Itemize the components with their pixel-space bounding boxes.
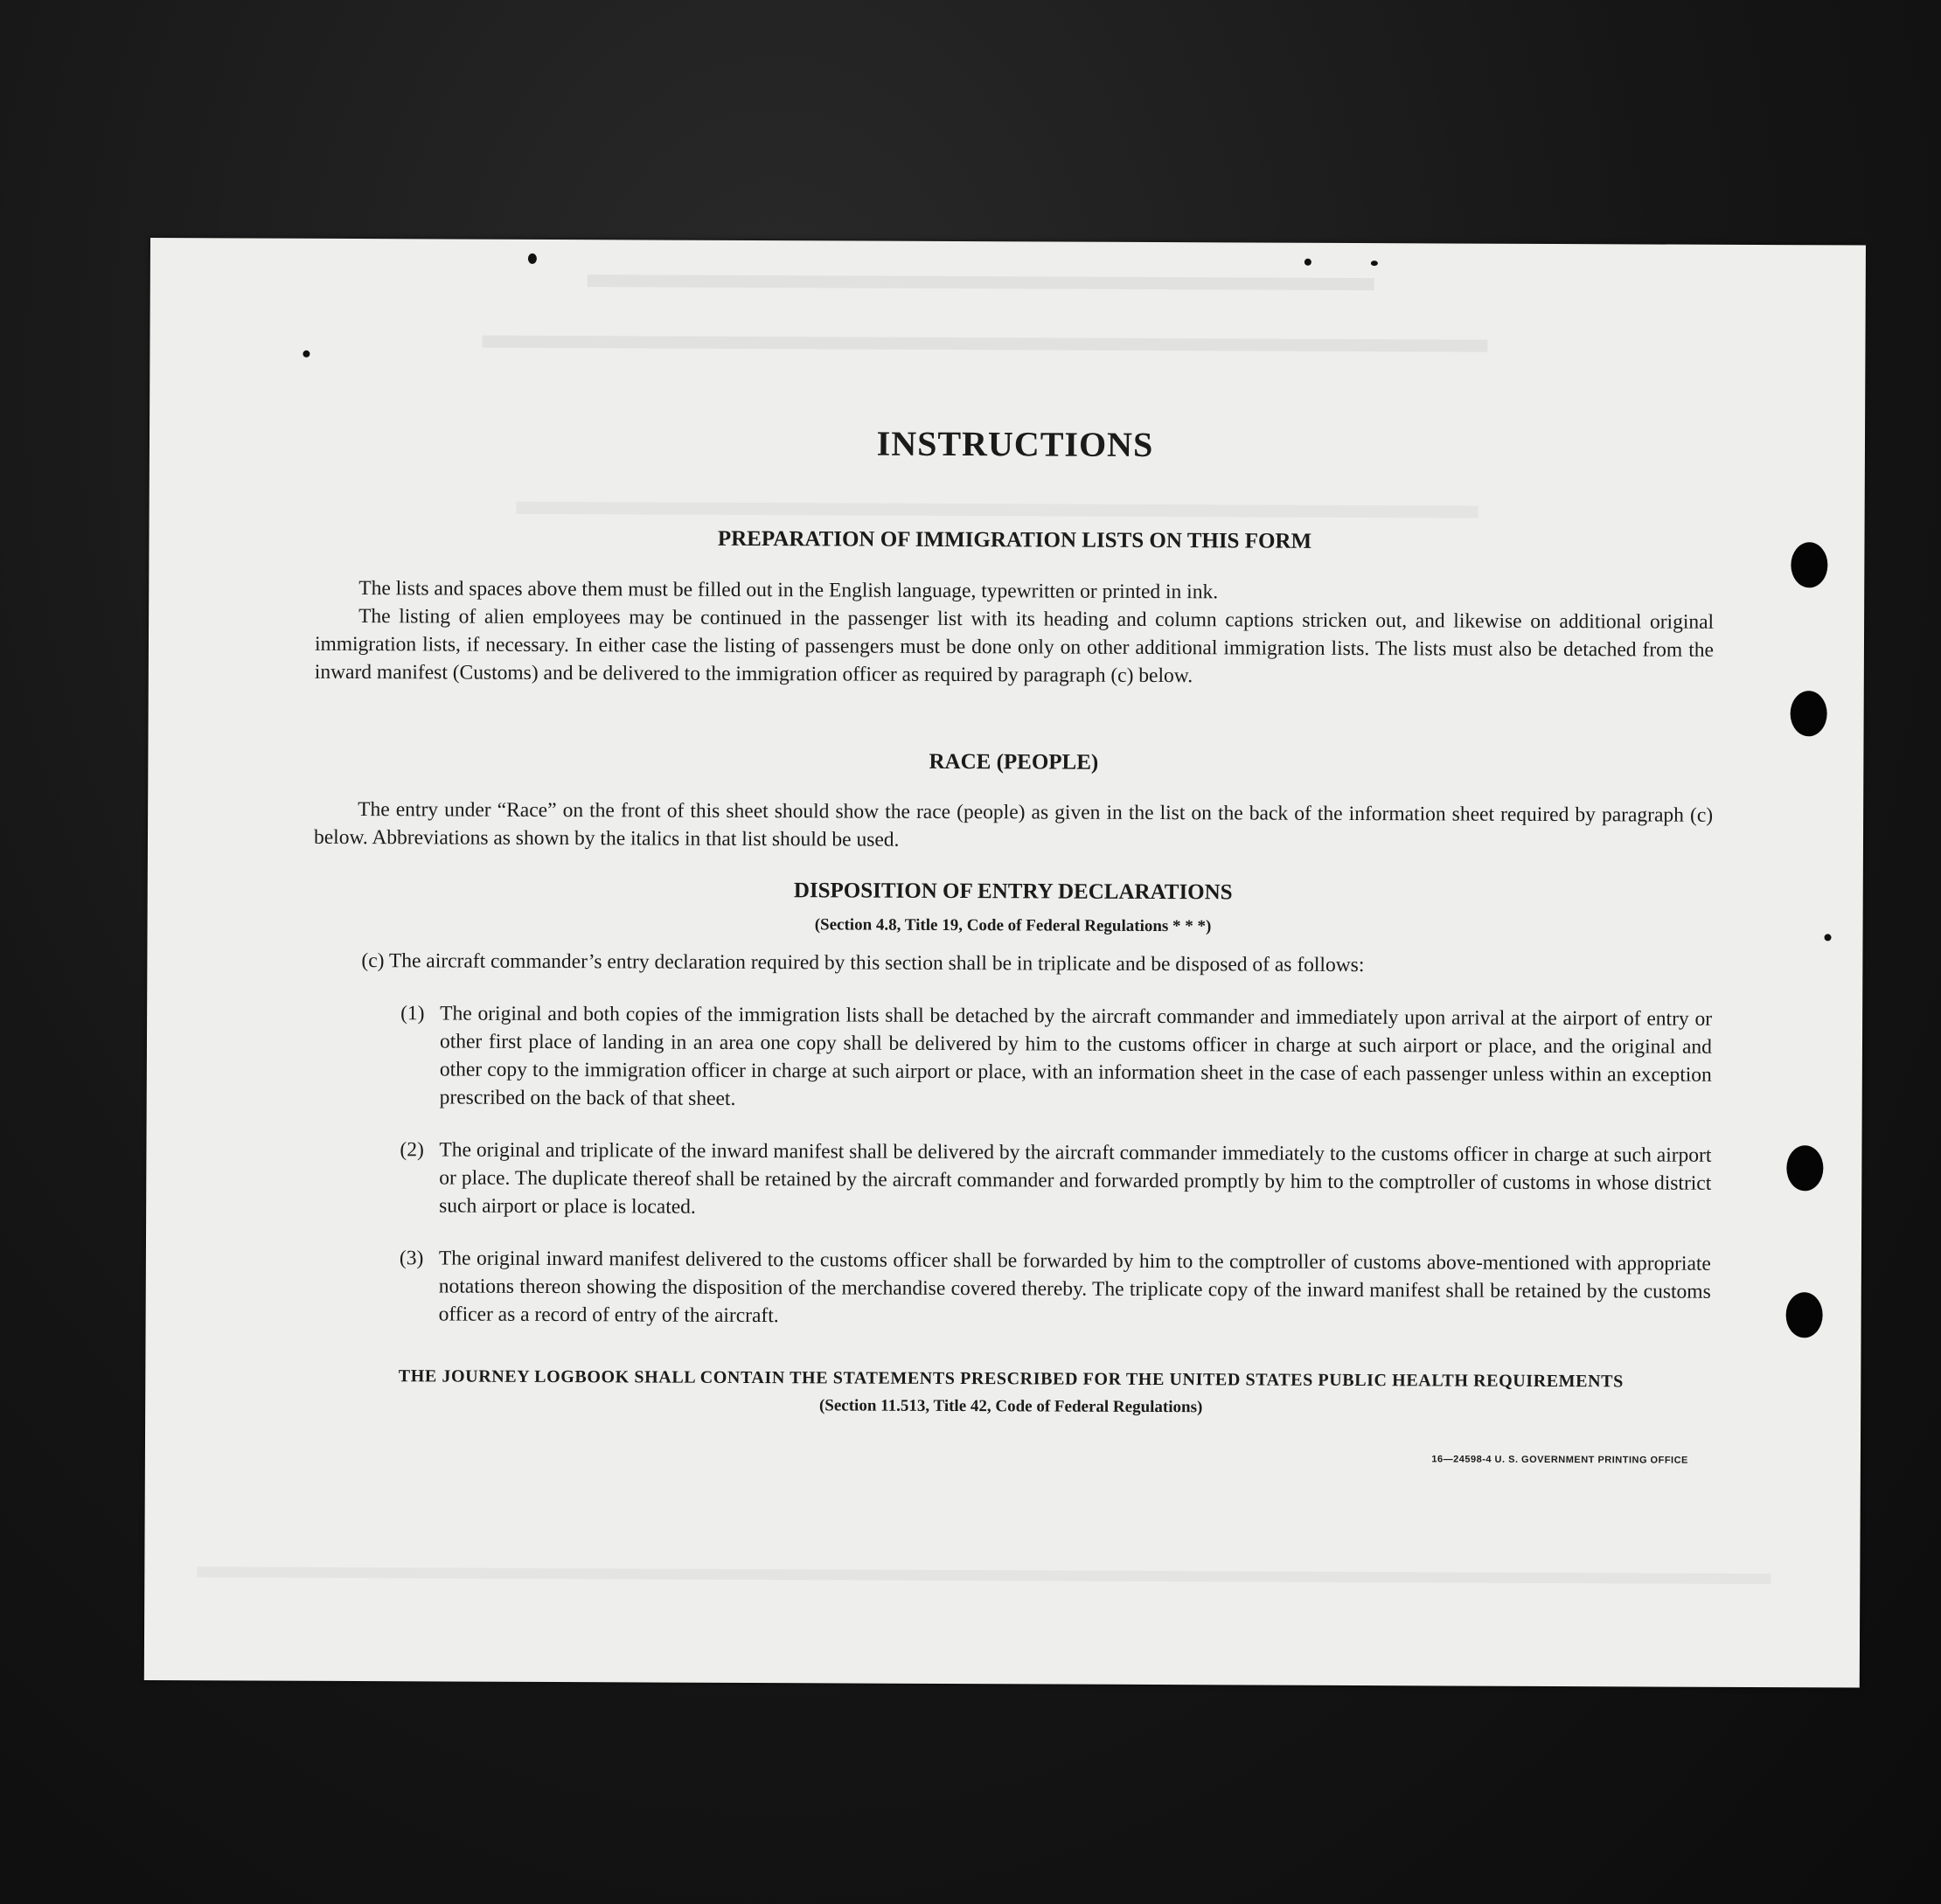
printer-imprint: 16—24598-4 U. S. GOVERNMENT PRINTING OFFICE [1431, 1454, 1688, 1466]
disposition-item [400, 1244, 1711, 1338]
disposition-heading: DISPOSITION OF ENTRY DECLARATIONS [793, 879, 1233, 905]
item-text: The original inward manifest delivered to the customs officer shall be forwarded by him to the comptroller of customs above-mentioned with appropriate notations thereon showing the disposition of the merchandise covered thereby. The triplicate copy of the inward manifest shall be retained by the customs officer as a record of entry of the aircraft. [438, 1247, 1711, 1328]
public-health-statement: THE JOURNEY LOGBOOK SHALL CONTAIN THE STATEMENTS PRESCRIBED FOR THE UNITED STATES PUBLIC HEALTH REQUIREMENTS [398, 1366, 1624, 1392]
preparation-paragraph-1: The lists and spaces above them must be filled out in the English language, typewritten or printed in ink. [358, 577, 1219, 604]
disposition-intro: (c) The aircraft commander’s entry declaration required by this section shall be in triplicate and be disposed of as follows: [361, 949, 1365, 977]
punch-hole [1791, 542, 1827, 587]
bleed-through-texture [482, 336, 1487, 352]
preparation-paragraphs [315, 574, 1715, 692]
race-paragraph-block [314, 796, 1713, 858]
disposition-item [400, 999, 1713, 1119]
public-health-citation: (Section 11.513, Title 42, Code of Federal Regulations) [818, 1396, 1203, 1417]
race-heading: RACE (PEOPLE) [929, 749, 1099, 775]
bleed-through-texture [197, 1567, 1771, 1584]
item-text: The original and both copies of the immigration lists shall be detached by the aircraft commander and immediately upon arrival at the airport of entry or other first place of landing in an area one copy shall be delivered by him to the customs officer in charge at such airport or place, and the original and other copy to the immigration officer in charge at such airport or place, with an information sheet in the case of each passenger unless within an exception prescribed on the back of that sheet. [439, 1002, 1713, 1110]
punch-hole [1791, 691, 1827, 736]
item-number: (3) [399, 1247, 424, 1270]
item-text: The original and triplicate of the inward manifest shall be delivered by the aircraft commander immediately to the customs officer in charge at such airport or place. The duplicate thereof shall be retained by the aircraft commander and forwarded promptly by him to the comptroller of customs in whose district such airport or place is located. [439, 1138, 1712, 1219]
disposition-item [400, 1136, 1711, 1229]
page-title: INSTRUCTIONS [876, 423, 1154, 465]
disposition-intro-block [361, 947, 1712, 981]
disposition-citation: (Section 4.8, Title 19, Code of Federal Regulations * * *) [814, 915, 1212, 936]
bleed-through-texture [588, 274, 1374, 290]
preparation-paragraph-2: The listing of alien employees may be continued in the passenger list with its heading and column captions stricken out, and likewise on additional original immigration lists, if necessary. In either case the listing of passengers must be done only on other additional immigration lists. The lists must also be detached from the inward manifest (Customs) and be delivered to the immigration officer as required by paragraph (c) below. [314, 605, 1715, 688]
scan-speck [303, 351, 310, 358]
document-sheet [144, 238, 1866, 1688]
race-paragraph: The entry under “Race” on the front of this sheet should show the race (people) as given in the list on the back of the information sheet required by paragraph (c) below. Abbreviations as shown by the italics in that list should be used. [313, 798, 1714, 851]
scan-speck [528, 254, 537, 264]
scan-speck [1371, 261, 1378, 266]
punch-hole [1786, 1145, 1823, 1191]
scan-speck [1304, 259, 1311, 266]
item-number: (1) [400, 1002, 425, 1025]
punch-hole [1786, 1292, 1823, 1338]
bleed-through-texture [517, 502, 1478, 518]
scan-speck [1825, 934, 1832, 941]
preparation-heading: PREPARATION OF IMMIGRATION LISTS ON THIS FORM [717, 526, 1312, 553]
item-number: (2) [400, 1138, 424, 1162]
